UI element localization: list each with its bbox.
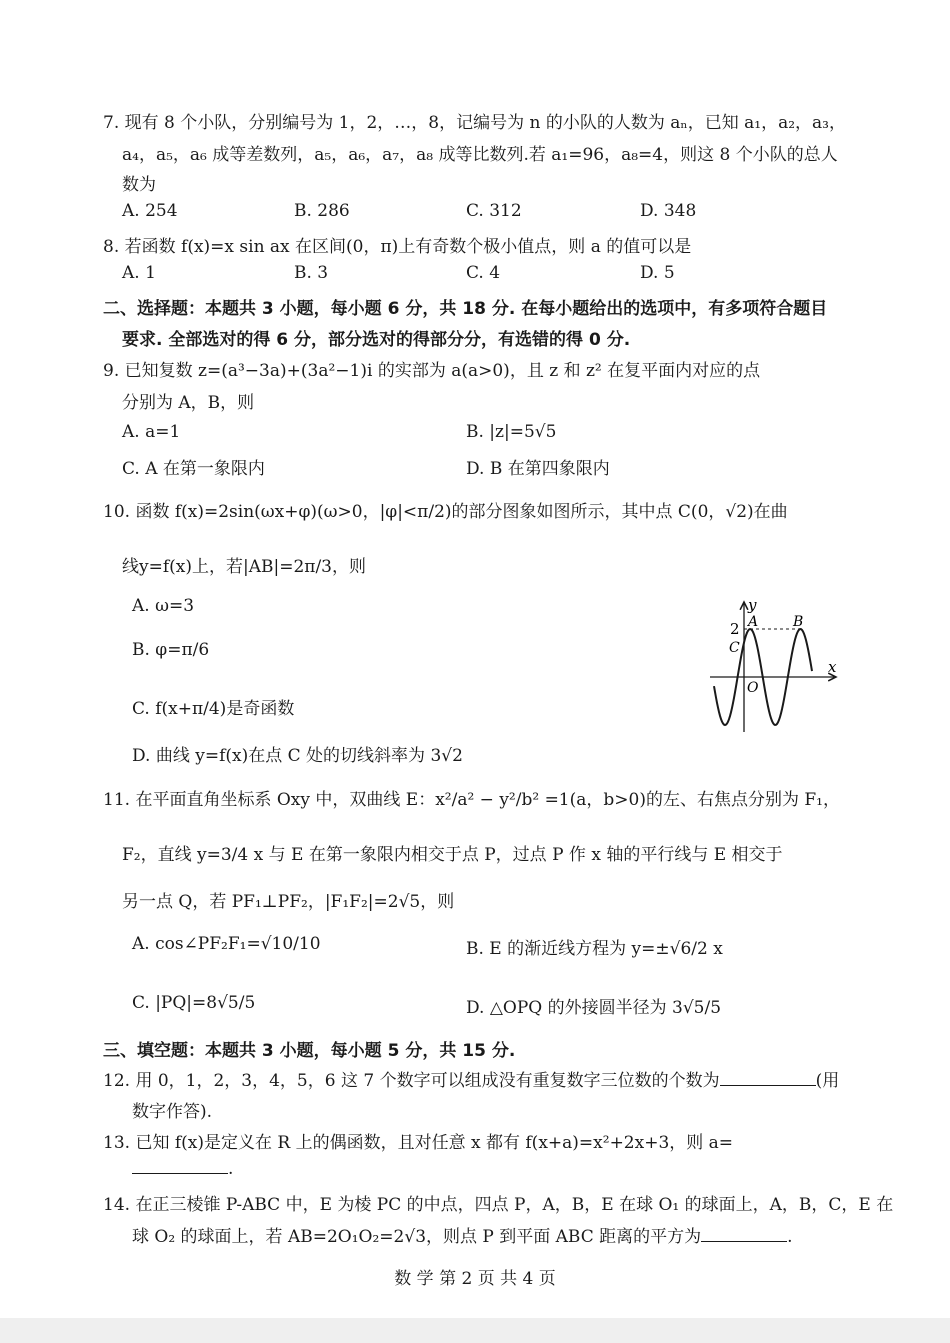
q8-option-a: A. 1 [122, 263, 156, 283]
q11-option-c: C. |PQ|=8√5/5 [132, 993, 256, 1013]
q7-line3: 数为 [122, 175, 156, 195]
graph-label-a: A [748, 614, 759, 630]
q8-option-d: D. 5 [640, 263, 675, 283]
q10-line1: 10. 函数 f(x)=2sin(ωx+φ)(ω>0，|φ|<π/2)的部分图象如图所示，其中点 C(0，√2)在曲 [103, 502, 788, 522]
graph-label-b: B [793, 614, 804, 630]
q12-text: 12. 用 0，1，2，3，4，5，6 这 7 个数字可以组成没有重复数字三位数的个数为 [103, 1071, 720, 1091]
q14-answer-blank[interactable] [701, 1240, 787, 1242]
section2-heading-line2: 要求. 全部选对的得 6 分，部分选对的得部分分，有选错的得 0 分. [122, 330, 631, 350]
q11-line2: F₂，直线 y=3/4 x 与 E 在第一象限内相交于点 P，过点 P 作 x 轴的平行线与 E 相交于 [122, 845, 783, 865]
q13-tail: . [228, 1159, 234, 1179]
q10-option-d: D. 曲线 y=f(x)在点 C 处的切线斜率为 3√2 [132, 746, 463, 766]
q7-option-d: D. 348 [640, 201, 697, 221]
q9-option-d: D. B 在第四象限内 [466, 459, 610, 479]
graph-label-y: y [748, 596, 757, 614]
q8-option-c: C. 4 [466, 263, 501, 283]
q12-line2: 数字作答). [132, 1102, 213, 1122]
q7-option-a: A. 254 [122, 201, 178, 221]
graph-label-x: x [828, 658, 837, 676]
q11-line3: 另一点 Q，若 PF₁⊥PF₂，|F₁F₂|=2√5，则 [122, 892, 455, 912]
q8-line1: 8. 若函数 f(x)=x sin ax 在区间(0，π)上有奇数个极小值点，则 a 的值可以是 [103, 237, 692, 257]
q10-line2: 线y=f(x)上，若|AB|=2π/3，则 [122, 557, 366, 577]
q10-option-b: B. φ=π/6 [132, 640, 210, 660]
q7-line2: a₄，a₅，a₆ 成等差数列，a₅，a₆，a₇，a₈ 成等比数列.若 a₁=96，a₈=4，则这 8 个小队的总人 [122, 145, 838, 165]
q8-option-b: B. 3 [294, 263, 329, 283]
q11-option-a: A. cos∠PF₂F₁=√10/10 [132, 934, 321, 954]
q9-option-b: B. |z|=5√5 [466, 422, 557, 442]
bottom-margin-strip [0, 1318, 950, 1343]
section2-heading-line1: 二、选择题：本题共 3 小题，每小题 6 分，共 18 分. 在每小题给出的选项中，有多项符合题目 [103, 299, 828, 319]
q14-text: 球 O₂ 的球面上，若 AB=2O₁O₂=2√3，则点 P 到平面 ABC 距离的平方为 [132, 1227, 702, 1247]
q12-tail: (用 [815, 1071, 840, 1091]
q7-option-c: C. 312 [466, 201, 522, 221]
q9-line1: 9. 已知复数 z=(a³−3a)+(3a²−1)i 的实部为 a(a>0)，且 z 和 z² 在复平面内对应的点 [103, 361, 761, 381]
graph-label-c: C [729, 640, 740, 656]
section3-heading: 三、填空题：本题共 3 小题，每小题 5 分，共 15 分. [103, 1041, 516, 1061]
q9-option-a: A. a=1 [122, 422, 181, 442]
q12-line1 [103, 1066, 839, 1091]
q14-tail: . [787, 1227, 793, 1247]
q9-option-c: C. A 在第一象限内 [122, 459, 265, 479]
q7-line1: 7. 现有 8 个小队，分别编号为 1，2，…，8，记编号为 n 的小队的人数为 aₙ，已知 a₁，a₂，a₃， [103, 113, 847, 133]
q11-line1: 11. 在平面直角坐标系 Oxy 中，双曲线 E：x²/a² − y²/b² =1(a，b>0)的左、右焦点分别为 F₁， [103, 790, 840, 810]
q12-answer-blank[interactable] [720, 1084, 816, 1086]
q11-option-b: B. E 的渐近线方程为 y=±√6/2 x [466, 939, 723, 959]
q13-answer-blank[interactable] [132, 1172, 228, 1174]
graph-label-o: O [747, 680, 759, 696]
q14-line1: 14. 在正三棱锥 P-ABC 中，E 为棱 PC 的中点，四点 P，A，B，E 在球 O₁ 的球面上，A，B，C，E 在 [103, 1195, 894, 1215]
q14-line2 [132, 1222, 793, 1247]
q10-sine-graph [700, 596, 850, 736]
q11-option-d: D. △OPQ 的外接圆半径为 3√5/5 [466, 998, 722, 1018]
q13-line1: 13. 已知 f(x)是定义在 R 上的偶函数，且对任意 x 都有 f(x+a)=x²+2x+3，则 a= [103, 1133, 734, 1153]
q9-line2: 分别为 A，B，则 [122, 393, 255, 413]
page-footer: 数 学 第 2 页 共 4 页 [394, 1269, 556, 1289]
q13-line2 [132, 1159, 233, 1179]
graph-label-two: 2 [730, 620, 740, 638]
q10-option-a: A. ω=3 [132, 596, 195, 616]
q7-option-b: B. 286 [294, 201, 350, 221]
q10-option-c: C. f(x+π/4)是奇函数 [132, 699, 295, 719]
